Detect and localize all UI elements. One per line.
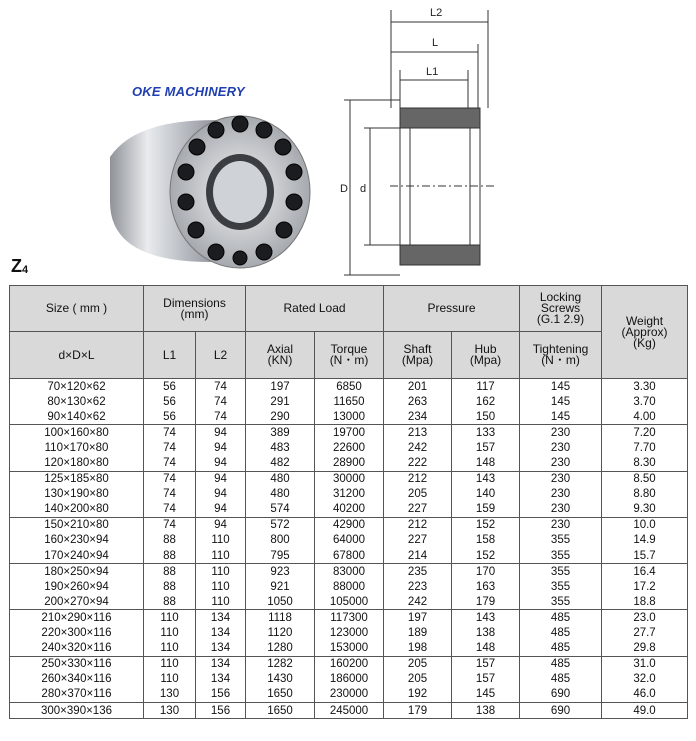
cell-torque: 230000 (315, 687, 384, 703)
cell-axial: 1650 (246, 687, 315, 703)
cell-shaft: 235 (384, 564, 452, 580)
cell-hub: 140 (452, 487, 520, 502)
table-row (10, 425, 688, 441)
cell-shaft: 214 (384, 548, 452, 564)
cell-axial: 923 (246, 564, 315, 580)
cell-shaft: 263 (384, 394, 452, 409)
cell-hub: 138 (452, 626, 520, 641)
cell-tightening: 355 (520, 548, 602, 564)
cell-axial: 290 (246, 409, 315, 425)
cell-torque: 19700 (315, 425, 384, 441)
cell-torque: 22600 (315, 440, 384, 455)
cell-torque: 13000 (315, 409, 384, 425)
header-weight: Weight (Approx) (Kg) (602, 286, 688, 379)
cell-l2: 94 (196, 471, 246, 487)
cell-tightening: 690 (520, 702, 602, 718)
cell-l1: 88 (144, 579, 196, 594)
cell-shaft: 179 (384, 702, 452, 718)
technical-drawing (320, 0, 510, 285)
cell-axial: 1282 (246, 656, 315, 672)
cell-weight: 8.50 (602, 471, 688, 487)
cell-weight: 23.0 (602, 610, 688, 626)
cell-size: 130×190×80 (10, 487, 144, 502)
cell-l2: 74 (196, 379, 246, 395)
table-row (10, 440, 688, 455)
cell-l2: 110 (196, 533, 246, 548)
cell-size: 240×320×116 (10, 641, 144, 657)
table-row (10, 564, 688, 580)
table-row (10, 517, 688, 533)
cell-size: 190×260×94 (10, 579, 144, 594)
cell-size: 220×300×116 (10, 626, 144, 641)
cell-l2: 134 (196, 656, 246, 672)
cell-hub: 157 (452, 656, 520, 672)
cell-tightening: 145 (520, 379, 602, 395)
cell-tightening: 230 (520, 425, 602, 441)
cell-shaft: 227 (384, 533, 452, 548)
cell-torque: 117300 (315, 610, 384, 626)
cell-torque: 31200 (315, 487, 384, 502)
cell-size: 70×120×62 (10, 379, 144, 395)
cell-l2: 134 (196, 610, 246, 626)
cell-l1: 88 (144, 548, 196, 564)
cell-shaft: 189 (384, 626, 452, 641)
cell-l1: 74 (144, 487, 196, 502)
cell-l1: 110 (144, 610, 196, 626)
cell-hub: 163 (452, 579, 520, 594)
cell-l1: 74 (144, 440, 196, 455)
cell-weight: 8.30 (602, 455, 688, 471)
cell-weight: 49.0 (602, 702, 688, 718)
cell-l1: 56 (144, 394, 196, 409)
cell-axial: 483 (246, 440, 315, 455)
cell-tightening: 230 (520, 455, 602, 471)
cell-tightening: 355 (520, 594, 602, 610)
cell-weight: 7.70 (602, 440, 688, 455)
cell-axial: 1280 (246, 641, 315, 657)
cell-axial: 389 (246, 425, 315, 441)
cell-size: 260×340×116 (10, 672, 144, 687)
table-row (10, 409, 688, 425)
cell-size: 140×200×80 (10, 502, 144, 518)
cell-l2: 94 (196, 517, 246, 533)
header-locking-screws: Locking Screws (G.1 2.9) (520, 286, 602, 332)
cell-shaft: 192 (384, 687, 452, 703)
table-row (10, 579, 688, 594)
cell-shaft: 227 (384, 502, 452, 518)
cell-tightening: 230 (520, 440, 602, 455)
cell-size: 100×160×80 (10, 425, 144, 441)
cell-shaft: 205 (384, 656, 452, 672)
cell-tightening: 355 (520, 579, 602, 594)
cell-weight: 8.80 (602, 487, 688, 502)
cell-size: 120×180×80 (10, 455, 144, 471)
cell-tightening: 485 (520, 610, 602, 626)
cell-size: 200×270×94 (10, 594, 144, 610)
header-tightening: Tightening (N・m) (520, 332, 602, 379)
table-row (10, 548, 688, 564)
cell-l2: 110 (196, 579, 246, 594)
cell-size: 150×210×80 (10, 517, 144, 533)
cell-hub: 157 (452, 672, 520, 687)
cell-torque: 105000 (315, 594, 384, 610)
dim-label-l1: L1 (426, 66, 439, 78)
cell-torque: 40200 (315, 502, 384, 518)
cell-size: 90×140×62 (10, 409, 144, 425)
cell-shaft: 213 (384, 425, 452, 441)
cell-axial: 482 (246, 455, 315, 471)
cell-l2: 94 (196, 455, 246, 471)
cell-size: 80×130×62 (10, 394, 144, 409)
cell-size: 250×330×116 (10, 656, 144, 672)
table-row (10, 594, 688, 610)
cell-weight: 16.4 (602, 564, 688, 580)
cell-l2: 134 (196, 672, 246, 687)
header-rated-load: Rated Load (246, 286, 384, 332)
cell-torque: 42900 (315, 517, 384, 533)
cell-weight: 14.9 (602, 533, 688, 548)
cell-tightening: 230 (520, 502, 602, 518)
cell-weight: 46.0 (602, 687, 688, 703)
cell-l1: 74 (144, 471, 196, 487)
cell-axial: 480 (246, 471, 315, 487)
cell-tightening: 485 (520, 641, 602, 657)
table-row (10, 641, 688, 657)
cell-axial: 197 (246, 379, 315, 395)
table-row (10, 394, 688, 409)
cell-l2: 110 (196, 564, 246, 580)
cell-axial: 800 (246, 533, 315, 548)
cell-hub: 143 (452, 471, 520, 487)
cell-l1: 110 (144, 626, 196, 641)
cell-weight: 3.30 (602, 379, 688, 395)
cell-tightening: 355 (520, 564, 602, 580)
header-l1: L1 (144, 332, 196, 379)
cell-torque: 123000 (315, 626, 384, 641)
cell-l2: 134 (196, 626, 246, 641)
cell-l2: 156 (196, 687, 246, 703)
cell-tightening: 485 (520, 626, 602, 641)
cell-l1: 74 (144, 502, 196, 518)
cell-weight: 27.7 (602, 626, 688, 641)
cell-size: 170×240×94 (10, 548, 144, 564)
table-row (10, 455, 688, 471)
cell-hub: 117 (452, 379, 520, 395)
cell-axial: 1050 (246, 594, 315, 610)
cell-weight: 4.00 (602, 409, 688, 425)
cell-axial: 291 (246, 394, 315, 409)
cell-hub: 150 (452, 409, 520, 425)
cell-torque: 83000 (315, 564, 384, 580)
cell-shaft: 201 (384, 379, 452, 395)
cell-torque: 88000 (315, 579, 384, 594)
header-axial: Axial (KN) (246, 332, 315, 379)
cell-torque: 67800 (315, 548, 384, 564)
cell-tightening: 690 (520, 687, 602, 703)
cell-shaft: 197 (384, 610, 452, 626)
cell-shaft: 212 (384, 471, 452, 487)
header-hub: Hub (Mpa) (452, 332, 520, 379)
cell-tightening: 230 (520, 517, 602, 533)
cell-weight: 10.0 (602, 517, 688, 533)
header-shaft: Shaft (Mpa) (384, 332, 452, 379)
header-size: Size ( mm ) (10, 286, 144, 332)
table-row (10, 471, 688, 487)
cell-weight: 32.0 (602, 672, 688, 687)
cell-size: 125×185×80 (10, 471, 144, 487)
cell-l2: 94 (196, 502, 246, 518)
cell-hub: 152 (452, 548, 520, 564)
table-row (10, 502, 688, 518)
cell-tightening: 355 (520, 533, 602, 548)
cell-hub: 148 (452, 455, 520, 471)
cell-l2: 110 (196, 548, 246, 564)
cell-l2: 74 (196, 394, 246, 409)
cell-size: 210×290×116 (10, 610, 144, 626)
cell-shaft: 242 (384, 594, 452, 610)
cell-shaft: 242 (384, 440, 452, 455)
cell-l2: 134 (196, 641, 246, 657)
cell-size: 110×170×80 (10, 440, 144, 455)
cell-tightening: 145 (520, 394, 602, 409)
cell-size: 180×250×94 (10, 564, 144, 580)
cell-hub: 179 (452, 594, 520, 610)
table-row (10, 656, 688, 672)
cell-hub: 170 (452, 564, 520, 580)
cell-l1: 110 (144, 672, 196, 687)
cell-l1: 88 (144, 564, 196, 580)
cell-l1: 88 (144, 533, 196, 548)
cell-tightening: 230 (520, 487, 602, 502)
cell-torque: 28900 (315, 455, 384, 471)
cell-shaft: 205 (384, 672, 452, 687)
cell-hub: 152 (452, 517, 520, 533)
cell-l2: 94 (196, 425, 246, 441)
table-row (10, 379, 688, 395)
cell-shaft: 198 (384, 641, 452, 657)
cell-weight: 18.8 (602, 594, 688, 610)
cell-hub: 159 (452, 502, 520, 518)
table-row (10, 672, 688, 687)
table-row (10, 626, 688, 641)
cell-hub: 162 (452, 394, 520, 409)
cell-hub: 158 (452, 533, 520, 548)
cell-weight: 29.8 (602, 641, 688, 657)
cell-hub: 157 (452, 440, 520, 455)
cell-torque: 64000 (315, 533, 384, 548)
table-row (10, 533, 688, 548)
dim-label-l: L (432, 37, 439, 49)
dim-label-outer-diameter: D (340, 183, 348, 195)
cell-axial: 1650 (246, 702, 315, 718)
cell-l1: 56 (144, 409, 196, 425)
cell-l2: 94 (196, 487, 246, 502)
header-size-formula: d×D×L (10, 332, 144, 379)
table-row (10, 487, 688, 502)
cell-torque: 160200 (315, 656, 384, 672)
table-row (10, 702, 688, 718)
cell-l1: 110 (144, 656, 196, 672)
cell-hub: 138 (452, 702, 520, 718)
cell-size: 280×370×116 (10, 687, 144, 703)
cell-hub: 133 (452, 425, 520, 441)
cell-tightening: 230 (520, 471, 602, 487)
spec-table-body (10, 379, 688, 719)
cell-l1: 130 (144, 687, 196, 703)
cell-shaft: 222 (384, 455, 452, 471)
cell-weight: 15.7 (602, 548, 688, 564)
cell-hub: 145 (452, 687, 520, 703)
cell-l1: 74 (144, 517, 196, 533)
cell-torque: 30000 (315, 471, 384, 487)
cell-torque: 186000 (315, 672, 384, 687)
cell-l2: 110 (196, 594, 246, 610)
cell-size: 300×390×136 (10, 702, 144, 718)
cell-tightening: 485 (520, 656, 602, 672)
cell-weight: 17.2 (602, 579, 688, 594)
cell-axial: 480 (246, 487, 315, 502)
cell-size: 160×230×94 (10, 533, 144, 548)
cell-l1: 74 (144, 455, 196, 471)
cell-axial: 572 (246, 517, 315, 533)
dim-label-inner-diameter: d (360, 183, 367, 195)
cell-torque: 11650 (315, 394, 384, 409)
cell-weight: 7.20 (602, 425, 688, 441)
cell-tightening: 145 (520, 409, 602, 425)
cell-axial: 574 (246, 502, 315, 518)
cell-shaft: 223 (384, 579, 452, 594)
header-l2: L2 (196, 332, 246, 379)
cell-torque: 6850 (315, 379, 384, 395)
cell-l2: 74 (196, 409, 246, 425)
cell-torque: 245000 (315, 702, 384, 718)
cell-axial: 921 (246, 579, 315, 594)
table-row (10, 610, 688, 626)
spec-table (9, 285, 688, 719)
cell-l1: 56 (144, 379, 196, 395)
header-pressure: Pressure (384, 286, 520, 332)
brand-watermark: OKE MACHINERY (132, 84, 245, 99)
cell-axial: 795 (246, 548, 315, 564)
cell-l1: 110 (144, 641, 196, 657)
table-row (10, 687, 688, 703)
cell-torque: 153000 (315, 641, 384, 657)
cell-l1: 88 (144, 594, 196, 610)
dim-label-l2: L2 (430, 7, 443, 19)
cell-shaft: 205 (384, 487, 452, 502)
cell-weight: 9.30 (602, 502, 688, 518)
series-label: $Z_4$ (11, 256, 29, 276)
cell-hub: 143 (452, 610, 520, 626)
cell-l2: 94 (196, 440, 246, 455)
cell-shaft: 212 (384, 517, 452, 533)
cell-weight: 31.0 (602, 656, 688, 672)
cell-l1: 74 (144, 425, 196, 441)
cell-axial: 1118 (246, 610, 315, 626)
cell-shaft: 234 (384, 409, 452, 425)
header-torque: Torque (N・m) (315, 332, 384, 379)
cell-weight: 3.70 (602, 394, 688, 409)
cell-l2: 156 (196, 702, 246, 718)
cell-l1: 130 (144, 702, 196, 718)
cell-axial: 1120 (246, 626, 315, 641)
cell-hub: 148 (452, 641, 520, 657)
cell-axial: 1430 (246, 672, 315, 687)
header-dimensions: Dimensions (mm) (144, 286, 246, 332)
cell-tightening: 485 (520, 672, 602, 687)
